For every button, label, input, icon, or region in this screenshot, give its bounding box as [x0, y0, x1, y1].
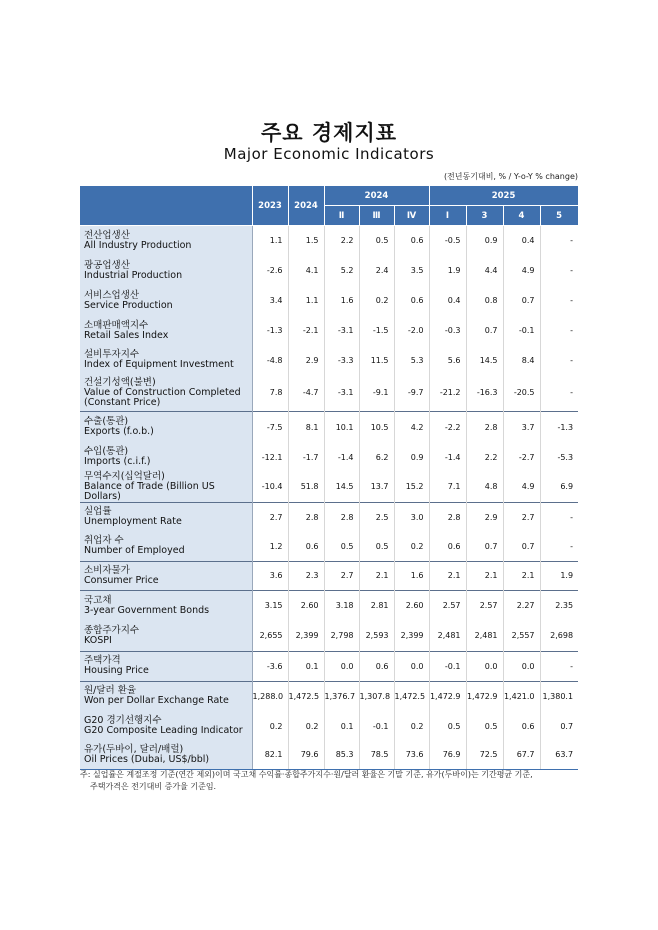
- table-row: [80, 226, 578, 256]
- row-label-english: Imports (c.i.f.): [84, 456, 151, 467]
- row-label: [80, 375, 252, 412]
- value-cell: 1,472.5: [288, 681, 324, 711]
- value-cell: -2.1: [288, 316, 324, 346]
- value-cell: 7.8: [252, 375, 288, 412]
- value-cell: 2.8: [288, 502, 324, 532]
- value-cell: 1.6: [324, 286, 359, 316]
- row-label-english: Won per Dollar Exchange Rate: [84, 695, 229, 707]
- row-label: [80, 472, 252, 503]
- value-cell: 0.2: [394, 532, 429, 561]
- value-cell: 2.1: [466, 561, 503, 590]
- header-year-2023: 2023: [252, 186, 288, 226]
- row-label: [80, 651, 252, 681]
- row-label-korean: 원/달러 환율: [84, 685, 137, 697]
- value-cell: -3.3: [324, 346, 359, 375]
- row-label-english: Value of Construction Completed: [84, 386, 241, 398]
- table-row: [80, 651, 578, 681]
- value-cell: 8.1: [288, 412, 324, 443]
- value-cell: 3.6: [252, 561, 288, 590]
- value-cell: 2.3: [288, 561, 324, 590]
- value-cell: 1,376.7: [324, 681, 359, 711]
- value-cell: -20.5: [503, 375, 540, 412]
- value-cell: -5.3: [557, 452, 574, 462]
- value-cell: -9.1: [359, 375, 394, 412]
- value-cell: -2.7: [503, 443, 540, 472]
- value-cell: 2.57: [429, 590, 466, 621]
- value-cell: 2.9: [466, 502, 503, 532]
- row-label: [80, 681, 252, 711]
- row-label: [80, 561, 252, 590]
- value-cell: -1.3: [540, 412, 578, 443]
- row-label-english: Consumer Price: [84, 574, 159, 586]
- value-cell: 2.1: [503, 561, 540, 590]
- value-cell: 0.7: [560, 721, 574, 731]
- value-cell: 0.6: [394, 286, 429, 316]
- value-cell: 2.4: [359, 256, 394, 286]
- value-cell: 0.6: [288, 532, 324, 561]
- row-label-english: Unemployment Rate: [84, 516, 182, 528]
- value-cell: 2,798: [324, 621, 359, 651]
- value-cell: -0.1: [359, 711, 394, 741]
- table-row: [80, 286, 578, 316]
- value-cell: 1.9: [429, 256, 466, 286]
- row-label-english: G20 Composite Leading Indicator: [84, 725, 243, 736]
- value-cell: -: [570, 388, 574, 398]
- header-2025-period: Ⅰ: [429, 206, 466, 226]
- row-label: [80, 226, 252, 256]
- value-cell: -1.5: [359, 316, 394, 346]
- table-row: [80, 561, 578, 590]
- header-group-2024: 2024: [324, 186, 429, 206]
- value-cell: 79.6: [288, 741, 324, 769]
- value-cell: 0.6: [503, 711, 540, 741]
- value-cell: 0.0: [466, 651, 503, 681]
- row-label-korean: 광공업생산: [84, 259, 130, 271]
- value-cell: 0.5: [429, 711, 466, 741]
- value-cell: 4.9: [503, 256, 540, 286]
- value-cell: 1,288.0: [252, 681, 288, 711]
- row-label-english: Oil Prices (Dubai, US$/bbl): [84, 753, 210, 765]
- value-cell: 2.8: [429, 502, 466, 532]
- value-cell: 1,307.8: [359, 681, 394, 711]
- value-cell: -: [540, 651, 578, 681]
- value-cell: 3.7: [503, 412, 540, 443]
- value-cell: 6.9: [560, 482, 574, 491]
- row-label-english: All Industry Production: [84, 239, 192, 251]
- footnote-line-1: 주: 실업률은 계절조정 기준(연간 제외)이며 국고채 수익률·종합주가지수·원/달러 환율은 기말 기준, 유가(두바이)는 기간평균 기준,: [80, 770, 533, 779]
- value-cell: 73.6: [394, 741, 429, 769]
- table-body: [80, 226, 578, 770]
- table-row: [80, 681, 578, 711]
- table-row: [80, 621, 578, 651]
- value-cell: 0.5: [324, 532, 359, 561]
- value-cell: 2.7: [252, 502, 288, 532]
- value-cell: 4.2: [394, 412, 429, 443]
- value-cell: 2.60: [394, 590, 429, 621]
- value-cell: 2,399: [288, 621, 324, 651]
- value-cell: -0.3: [429, 316, 466, 346]
- value-cell: 0.0: [324, 651, 359, 681]
- value-cell: -7.5: [252, 412, 288, 443]
- row-label-english: Service Production: [84, 299, 173, 311]
- value-cell: 0.8: [466, 286, 503, 316]
- value-cell: -21.2: [429, 375, 466, 412]
- value-cell: 7.1: [429, 472, 466, 503]
- value-cell: -4.7: [288, 375, 324, 412]
- value-cell: -1.4: [324, 443, 359, 472]
- value-cell: 78.5: [359, 741, 394, 769]
- row-label: [80, 711, 252, 741]
- value-cell: 13.7: [359, 472, 394, 503]
- value-cell: -: [570, 236, 574, 246]
- value-cell: 5.3: [394, 346, 429, 375]
- table-row: [80, 346, 578, 375]
- value-cell: 0.4: [503, 226, 540, 256]
- row-label-english: Index of Equipment Investment: [84, 359, 234, 370]
- value-cell: 5.2: [324, 256, 359, 286]
- value-cell: 2.8: [324, 502, 359, 532]
- row-label: [80, 286, 252, 316]
- table-row: [80, 256, 578, 286]
- row-label: [80, 590, 252, 621]
- value-cell: 2.7: [324, 561, 359, 590]
- value-cell: 1.1: [288, 286, 324, 316]
- value-cell: 1,472.9: [429, 681, 466, 711]
- value-cell: -10.4: [252, 472, 288, 503]
- value-cell: 2.1: [429, 561, 466, 590]
- row-label-korean: 종합주가지수: [84, 624, 140, 636]
- value-cell: -12.1: [252, 443, 288, 472]
- row-label: [80, 741, 252, 769]
- row-label-english: Exports (f.o.b.): [84, 426, 154, 438]
- value-cell: 0.0: [503, 651, 540, 681]
- value-cell: 0.1: [324, 711, 359, 741]
- indicators-table: [80, 185, 579, 770]
- value-cell: 1,421.0: [503, 681, 540, 711]
- row-label-korean: 취업자 수: [84, 535, 124, 547]
- value-cell: 72.5: [466, 741, 503, 769]
- row-label-english: Housing Price: [84, 665, 149, 676]
- row-label: [80, 532, 252, 561]
- value-cell: 0.7: [466, 316, 503, 346]
- value-cell: 4.8: [466, 472, 503, 503]
- value-cell: 85.3: [324, 741, 359, 769]
- value-cell: 0.6: [394, 226, 429, 256]
- row-label-korean: 설비투자지수: [84, 349, 140, 360]
- value-cell: 0.1: [288, 651, 324, 681]
- value-cell: 2,481: [429, 621, 466, 651]
- value-cell: -16.3: [466, 375, 503, 412]
- value-cell: 14.5: [324, 472, 359, 503]
- value-cell: 2,557: [503, 621, 540, 651]
- value-cell: 0.0: [394, 651, 429, 681]
- value-cell: 0.9: [394, 443, 429, 472]
- header-2025-period: 5: [540, 206, 578, 226]
- row-label-english: Balance of Trade (Billion US Dollars): [84, 480, 215, 502]
- value-cell: 2.2: [466, 443, 503, 472]
- row-label-korean: 전산업생산: [84, 229, 130, 241]
- value-cell: 2,399: [394, 621, 429, 651]
- row-label-korean: 무역수지(십억달러): [84, 470, 165, 482]
- row-label-korean: 수입(통관): [84, 446, 129, 457]
- table-row: [80, 532, 578, 561]
- value-cell: 63.7: [540, 741, 578, 769]
- value-cell: 14.5: [466, 346, 503, 375]
- value-cell: -2.2: [429, 412, 466, 443]
- value-cell: 1.5: [288, 226, 324, 256]
- value-cell: 67.7: [503, 741, 540, 769]
- value-cell: 1.1: [252, 226, 288, 256]
- row-label-korean: 실업률: [84, 506, 112, 518]
- header-year-2024: 2024: [288, 186, 324, 226]
- value-cell: -3.1: [324, 316, 359, 346]
- row-label-korean: 국고채: [84, 594, 112, 606]
- value-cell: 0.9: [466, 226, 503, 256]
- value-cell: -: [570, 541, 574, 551]
- table-row: [80, 711, 578, 741]
- row-label-english: Number of Employed: [84, 545, 185, 557]
- footnote: [80, 769, 590, 793]
- header-2024-period: Ⅲ: [359, 206, 394, 226]
- row-label-korean: 소비자물가: [84, 564, 130, 576]
- value-cell: -: [540, 502, 578, 532]
- header-group-2025: 2025: [429, 186, 578, 206]
- value-cell: 2.57: [466, 590, 503, 621]
- value-cell: 8.4: [503, 346, 540, 375]
- header-2024-period: Ⅳ: [394, 206, 429, 226]
- row-label-korean: 서비스업생산: [84, 289, 140, 301]
- value-cell: -1.3: [252, 316, 288, 346]
- header-2025-period: 3: [466, 206, 503, 226]
- value-cell: -3.6: [252, 651, 288, 681]
- table-row: [80, 502, 578, 532]
- value-cell: 2.5: [359, 502, 394, 532]
- value-cell: -3.1: [324, 375, 359, 412]
- value-cell: 0.5: [359, 226, 394, 256]
- row-label-korean: 건설기성액(불변): [84, 376, 156, 388]
- value-cell: 0.5: [359, 532, 394, 561]
- row-label-english: KOSPI: [84, 634, 112, 646]
- value-cell: 1.2: [252, 532, 288, 561]
- row-label: [80, 443, 252, 472]
- value-cell: -0.1: [503, 316, 540, 346]
- value-cell: 10.1: [324, 412, 359, 443]
- row-label-korean: 수출(통관): [84, 416, 129, 428]
- value-cell: 2,698: [550, 631, 574, 641]
- value-cell: 82.1: [252, 741, 288, 769]
- value-cell: 5.6: [429, 346, 466, 375]
- value-cell: 0.2: [359, 286, 394, 316]
- value-cell: 3.4: [252, 286, 288, 316]
- value-cell: 51.8: [288, 472, 324, 503]
- value-cell: 3.15: [252, 590, 288, 621]
- value-cell: 1.6: [394, 561, 429, 590]
- value-cell: -9.7: [394, 375, 429, 412]
- row-label-english: 3-year Government Bonds: [84, 604, 210, 616]
- value-cell: 3.18: [324, 590, 359, 621]
- table-header: [80, 186, 578, 226]
- value-cell: -2.0: [394, 316, 429, 346]
- row-label: [80, 621, 252, 651]
- value-cell: 2.2: [324, 226, 359, 256]
- value-cell: 0.6: [359, 651, 394, 681]
- table-row: [80, 472, 578, 503]
- row-label: [80, 256, 252, 286]
- value-cell: -0.1: [429, 651, 466, 681]
- table-row: [80, 443, 578, 472]
- value-cell: -0.5: [429, 226, 466, 256]
- value-cell: 1.9: [540, 561, 578, 590]
- value-cell: 2.81: [359, 590, 394, 621]
- value-cell: -: [570, 326, 574, 335]
- value-cell: 3.0: [394, 502, 429, 532]
- value-cell: 0.6: [429, 532, 466, 561]
- value-cell: 2.9: [288, 346, 324, 375]
- value-cell: 2.1: [359, 561, 394, 590]
- row-label-korean: 소매판매액지수: [84, 319, 149, 331]
- page-title-korean: 주요 경제지표: [260, 121, 398, 145]
- row-label: [80, 346, 252, 375]
- value-cell: 1,472.5: [394, 681, 429, 711]
- value-cell: -: [570, 296, 574, 305]
- row-label: [80, 316, 252, 346]
- row-label-korean: 주택가격: [84, 655, 121, 666]
- row-label-english: Industrial Production: [84, 269, 183, 281]
- header-2024-period: Ⅱ: [324, 206, 359, 226]
- value-cell: 2.35: [540, 590, 578, 621]
- value-cell: 76.9: [429, 741, 466, 769]
- value-cell: 2.8: [466, 412, 503, 443]
- value-cell: 0.7: [466, 532, 503, 561]
- table-row: [80, 316, 578, 346]
- value-cell: 6.2: [359, 443, 394, 472]
- value-cell: 4.1: [288, 256, 324, 286]
- row-label-korean: 유가(두바이, 달러/배럴): [84, 743, 184, 755]
- row-label-english: Retail Sales Index: [84, 329, 169, 341]
- table-row: [80, 375, 578, 412]
- value-cell: -4.8: [252, 346, 288, 375]
- value-cell: 2.27: [503, 590, 540, 621]
- table-row: [80, 741, 578, 769]
- value-cell: 2,481: [466, 621, 503, 651]
- value-cell: -1.7: [288, 443, 324, 472]
- footnote-line-2: 주택가격은 전기대비 증가율 기준임.: [90, 782, 217, 791]
- row-label-english-cont: (Constant Price): [84, 396, 161, 408]
- value-cell: 2.7: [503, 502, 540, 532]
- value-cell: 11.5: [359, 346, 394, 375]
- value-cell: 2,655: [252, 621, 288, 651]
- row-label: [80, 502, 252, 532]
- value-cell: 2,593: [359, 621, 394, 651]
- value-cell: 0.7: [503, 286, 540, 316]
- row-label: [80, 412, 252, 443]
- value-cell: 0.2: [288, 711, 324, 741]
- header-2025-period: 4: [503, 206, 540, 226]
- value-cell: 0.7: [503, 532, 540, 561]
- value-cell: 1,472.9: [466, 681, 503, 711]
- page-title-english: Major Economic Indicators: [223, 145, 435, 163]
- value-cell: -1.4: [429, 443, 466, 472]
- table-row: [80, 590, 578, 621]
- table-row: [80, 412, 578, 443]
- value-cell: -: [570, 266, 574, 275]
- value-cell: -: [570, 355, 574, 365]
- value-cell: 4.4: [466, 256, 503, 286]
- value-cell: 4.9: [503, 472, 540, 503]
- value-cell: 10.5: [359, 412, 394, 443]
- value-cell: 3.5: [394, 256, 429, 286]
- value-cell: -2.6: [252, 256, 288, 286]
- row-label-korean: G20 경기선행지수: [84, 715, 162, 726]
- value-cell: 15.2: [394, 472, 429, 503]
- value-cell: 0.4: [429, 286, 466, 316]
- header-blank-cell: [80, 186, 252, 226]
- value-cell: 1,380.1: [540, 681, 578, 711]
- value-cell: 0.2: [394, 711, 429, 741]
- value-cell: 2.60: [288, 590, 324, 621]
- value-cell: 0.5: [466, 711, 503, 741]
- value-cell: 0.2: [252, 711, 288, 741]
- unit-note: (전년동기대비, % / Y-o-Y % change): [443, 172, 578, 181]
